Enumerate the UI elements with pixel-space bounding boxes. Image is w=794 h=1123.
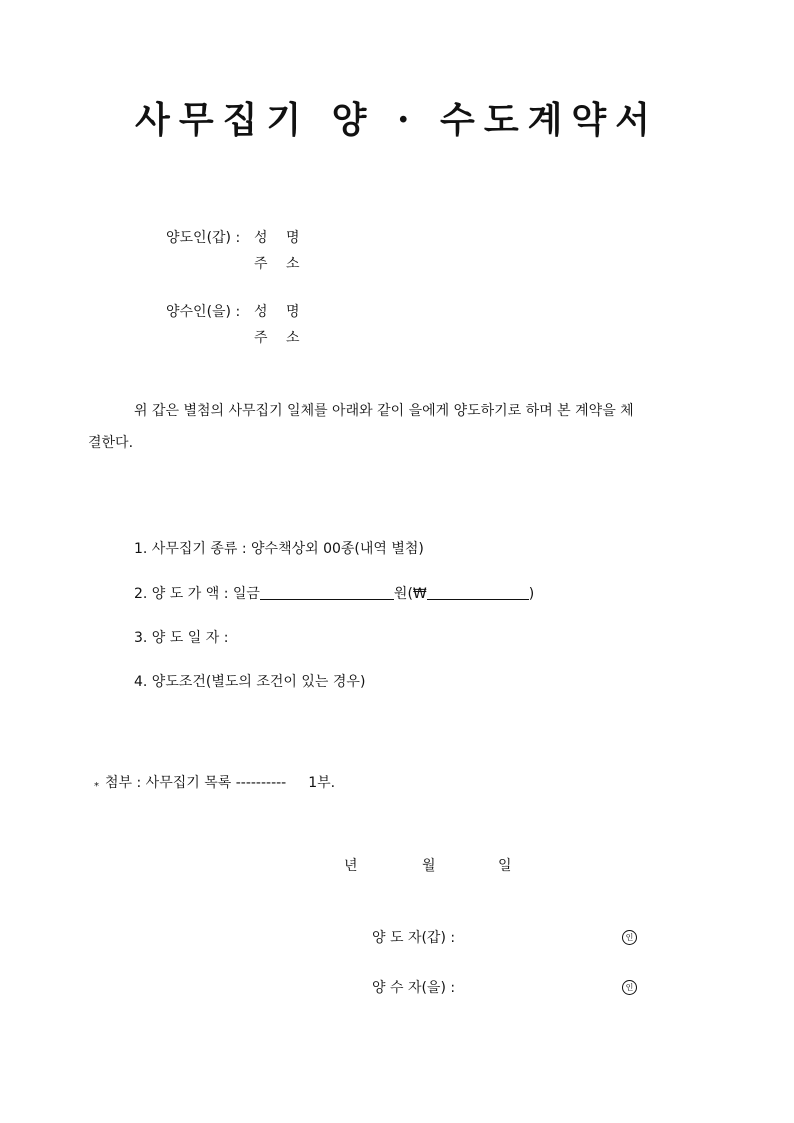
transferor-address-label: 주 소 xyxy=(254,256,300,272)
amount-number-blank xyxy=(427,585,529,600)
date-month: 월 xyxy=(422,858,436,874)
intro-line1: 위 갑은 별첨의 사무집기 일체를 아래와 같이 을에게 양도하기로 하며 본 계약을 체 xyxy=(134,403,634,419)
seal-icon: 인 xyxy=(622,980,637,995)
amount-words-blank xyxy=(260,585,394,600)
price-end: ) xyxy=(528,586,535,602)
attachment-line xyxy=(94,772,335,792)
document-title: 사무집기 양 · 수도계약서 xyxy=(135,99,659,141)
intro-line2: 결한다. xyxy=(88,435,134,451)
transferor-name-label: 성 명 xyxy=(254,230,300,246)
transferee-address-label: 주 소 xyxy=(254,330,300,346)
transferee-label: 양수인(을) : xyxy=(166,304,241,320)
item-transfer-date: 3. 양 도 일 자 : xyxy=(134,630,229,646)
price-mid: 원(₩ xyxy=(393,586,427,602)
intro-paragraph xyxy=(88,395,708,459)
seal-icon: 인 xyxy=(622,930,637,945)
item-transfer-price xyxy=(134,583,534,603)
price-prefix: 2. 양 도 가 액 : 일금 xyxy=(134,586,260,602)
transferee-seal xyxy=(622,978,637,995)
transferor-label: 양도인(갑) : xyxy=(166,230,241,246)
attachment-mark: * xyxy=(94,781,99,792)
date-day: 일 xyxy=(498,858,512,874)
item-equipment-type: 1. 사무집기 종류 : 양수책상외 00종(내역 별첨) xyxy=(134,541,424,557)
transferor-seal xyxy=(622,928,637,945)
item-transfer-conditions: 4. 양도조건(별도의 조건이 있는 경우) xyxy=(134,674,366,690)
transferor-signature-label: 양 도 자(갑) : xyxy=(372,930,456,946)
transferee-name-label: 성 명 xyxy=(254,304,300,320)
date-year: 년 xyxy=(344,858,358,874)
attachment-text: 첨부 : 사무집기 목록 ---------- xyxy=(105,775,287,791)
transferee-signature-label: 양 수 자(을) : xyxy=(372,980,456,996)
attachment-count: 1부. xyxy=(308,775,336,791)
